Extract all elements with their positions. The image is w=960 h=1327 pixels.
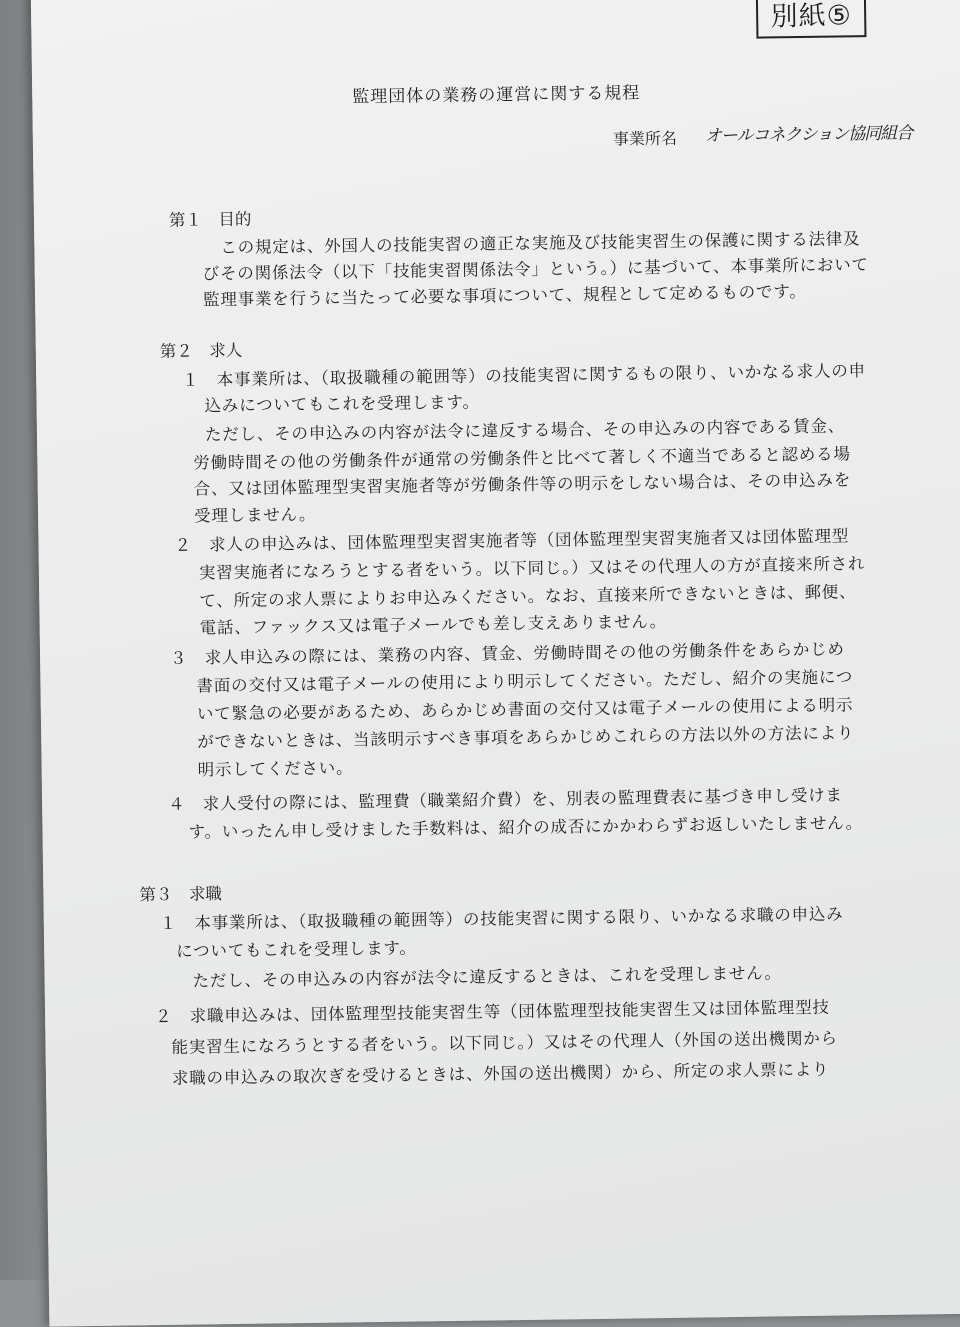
company-label: 事業所名 <box>612 128 678 149</box>
section-2-item-3-line: ３ 求人申込みの際には、業務の内容、賃金、労働時間その他の労働条件をあらかじめ <box>169 639 845 668</box>
section-3-item-1-line: ただし、その申込みの内容が法令に違反するときは、これを受理しません。 <box>192 963 782 991</box>
section-2-item-1-line: ただし、その申込みの内容が法令に違反する場合、その申込みの内容である賃金、 <box>204 416 846 445</box>
section-1-heading: 第１ 目的 <box>168 209 252 230</box>
section-2-item-2-line: 実習実施者になろうとする者をいう。以下同じ。）又はその代理人の方が直接来所され <box>198 554 866 583</box>
section-2-item-1-line: １ 本事業所は、（取扱職種の範囲等）の技能実習に関するもの限り、いかなる求人の申 <box>182 361 867 390</box>
section-2-item-1-line: 労働時間その他の労働条件が通常の労働条件と比べて著しく不適当であると認める場 <box>193 444 851 473</box>
section-2-item-2-line: ２ 求人の申込みは、団体監理型実習実施者等（団体監理型実習実施者又は団体監理型 <box>174 526 850 555</box>
section-2-item-2-line: 電話、ファックス又は電子メールでも差し支えありません。 <box>199 611 668 638</box>
section-2-item-1-line: 込みについてもこれを受理します。 <box>204 392 480 416</box>
section-3-item-1-line: についてもこれを受理します。 <box>176 938 417 961</box>
document-page <box>31 0 960 1327</box>
section-2-heading: 第２ 求人 <box>159 340 243 361</box>
section-2-item-4-line: ４ 求人受付の際には、監理費（職業紹介費）を、別表の監理費表に基づき申し受けま <box>167 785 843 814</box>
section-2-item-3-line: いて緊急の必要があるため、あらかじめ書面の交付又は電子メールの使用による明示 <box>196 695 854 724</box>
section-1-line: この規定は、外国人の技能実習の適正な実施及び技能実習生の保護に関する法律及 <box>220 229 861 258</box>
section-2-item-4-line: す。いったん申し受けました手数料は、紹介の成否にかかわらずお返しいたしません。 <box>188 813 863 842</box>
company-name-handwritten: オールコネクション協同組合 <box>704 123 913 147</box>
section-3-item-2-line: 能実習生になろうとする者をいう。以下同じ。）又はその代理人（外国の送出機関から <box>171 1028 839 1057</box>
section-3-item-2-line: 求職の申込みの取次ぎを受けるときは、外国の送出機関）から、所定の求人票により <box>171 1059 830 1088</box>
section-2-item-1-line: 受理しません。 <box>193 504 317 526</box>
section-2-item-3-line: 書面の交付又は電子メールの使用により明示してください。ただし、紹介の実施につ <box>196 667 854 696</box>
section-2-item-2-line: て、所定の求人票によりお申込みください。なお、直接来所できないときは、郵便、 <box>199 582 857 611</box>
section-3-item-2-line: ２ 求職申込みは、団体監理型技能実習生等（団体監理型技能実習生又は団体監理型技 <box>154 997 830 1027</box>
section-1-line: 監理事業を行うに当たって必要な事項について、規程として定めるものです。 <box>202 281 807 310</box>
section-2-item-1-line: 合、又は団体監理型実習実施者等が労働条件等の明示をしない場合は、その申込みを <box>193 470 852 499</box>
section-2-item-3-line: ができないときは、当該明示すべき事項をあらかじめこれらの方法以外の方法により <box>197 723 855 752</box>
page-title: 監理団体の業務の運営に関する規程 <box>352 83 641 108</box>
attachment-stamp: 別紙⑤ <box>756 0 867 39</box>
section-2-item-3-line: 明示してください。 <box>197 758 354 780</box>
section-3-item-1-line: １ 本事業所は、（取扱職種の範囲等）の技能実習に関する限り、いかなる求職の申込み <box>159 904 844 934</box>
section-1-line: びその関係法令（以下「技能実習関係法令」という。）に基づいて、本事業所において <box>202 255 869 284</box>
section-3-heading: 第３ 求職 <box>139 884 223 905</box>
